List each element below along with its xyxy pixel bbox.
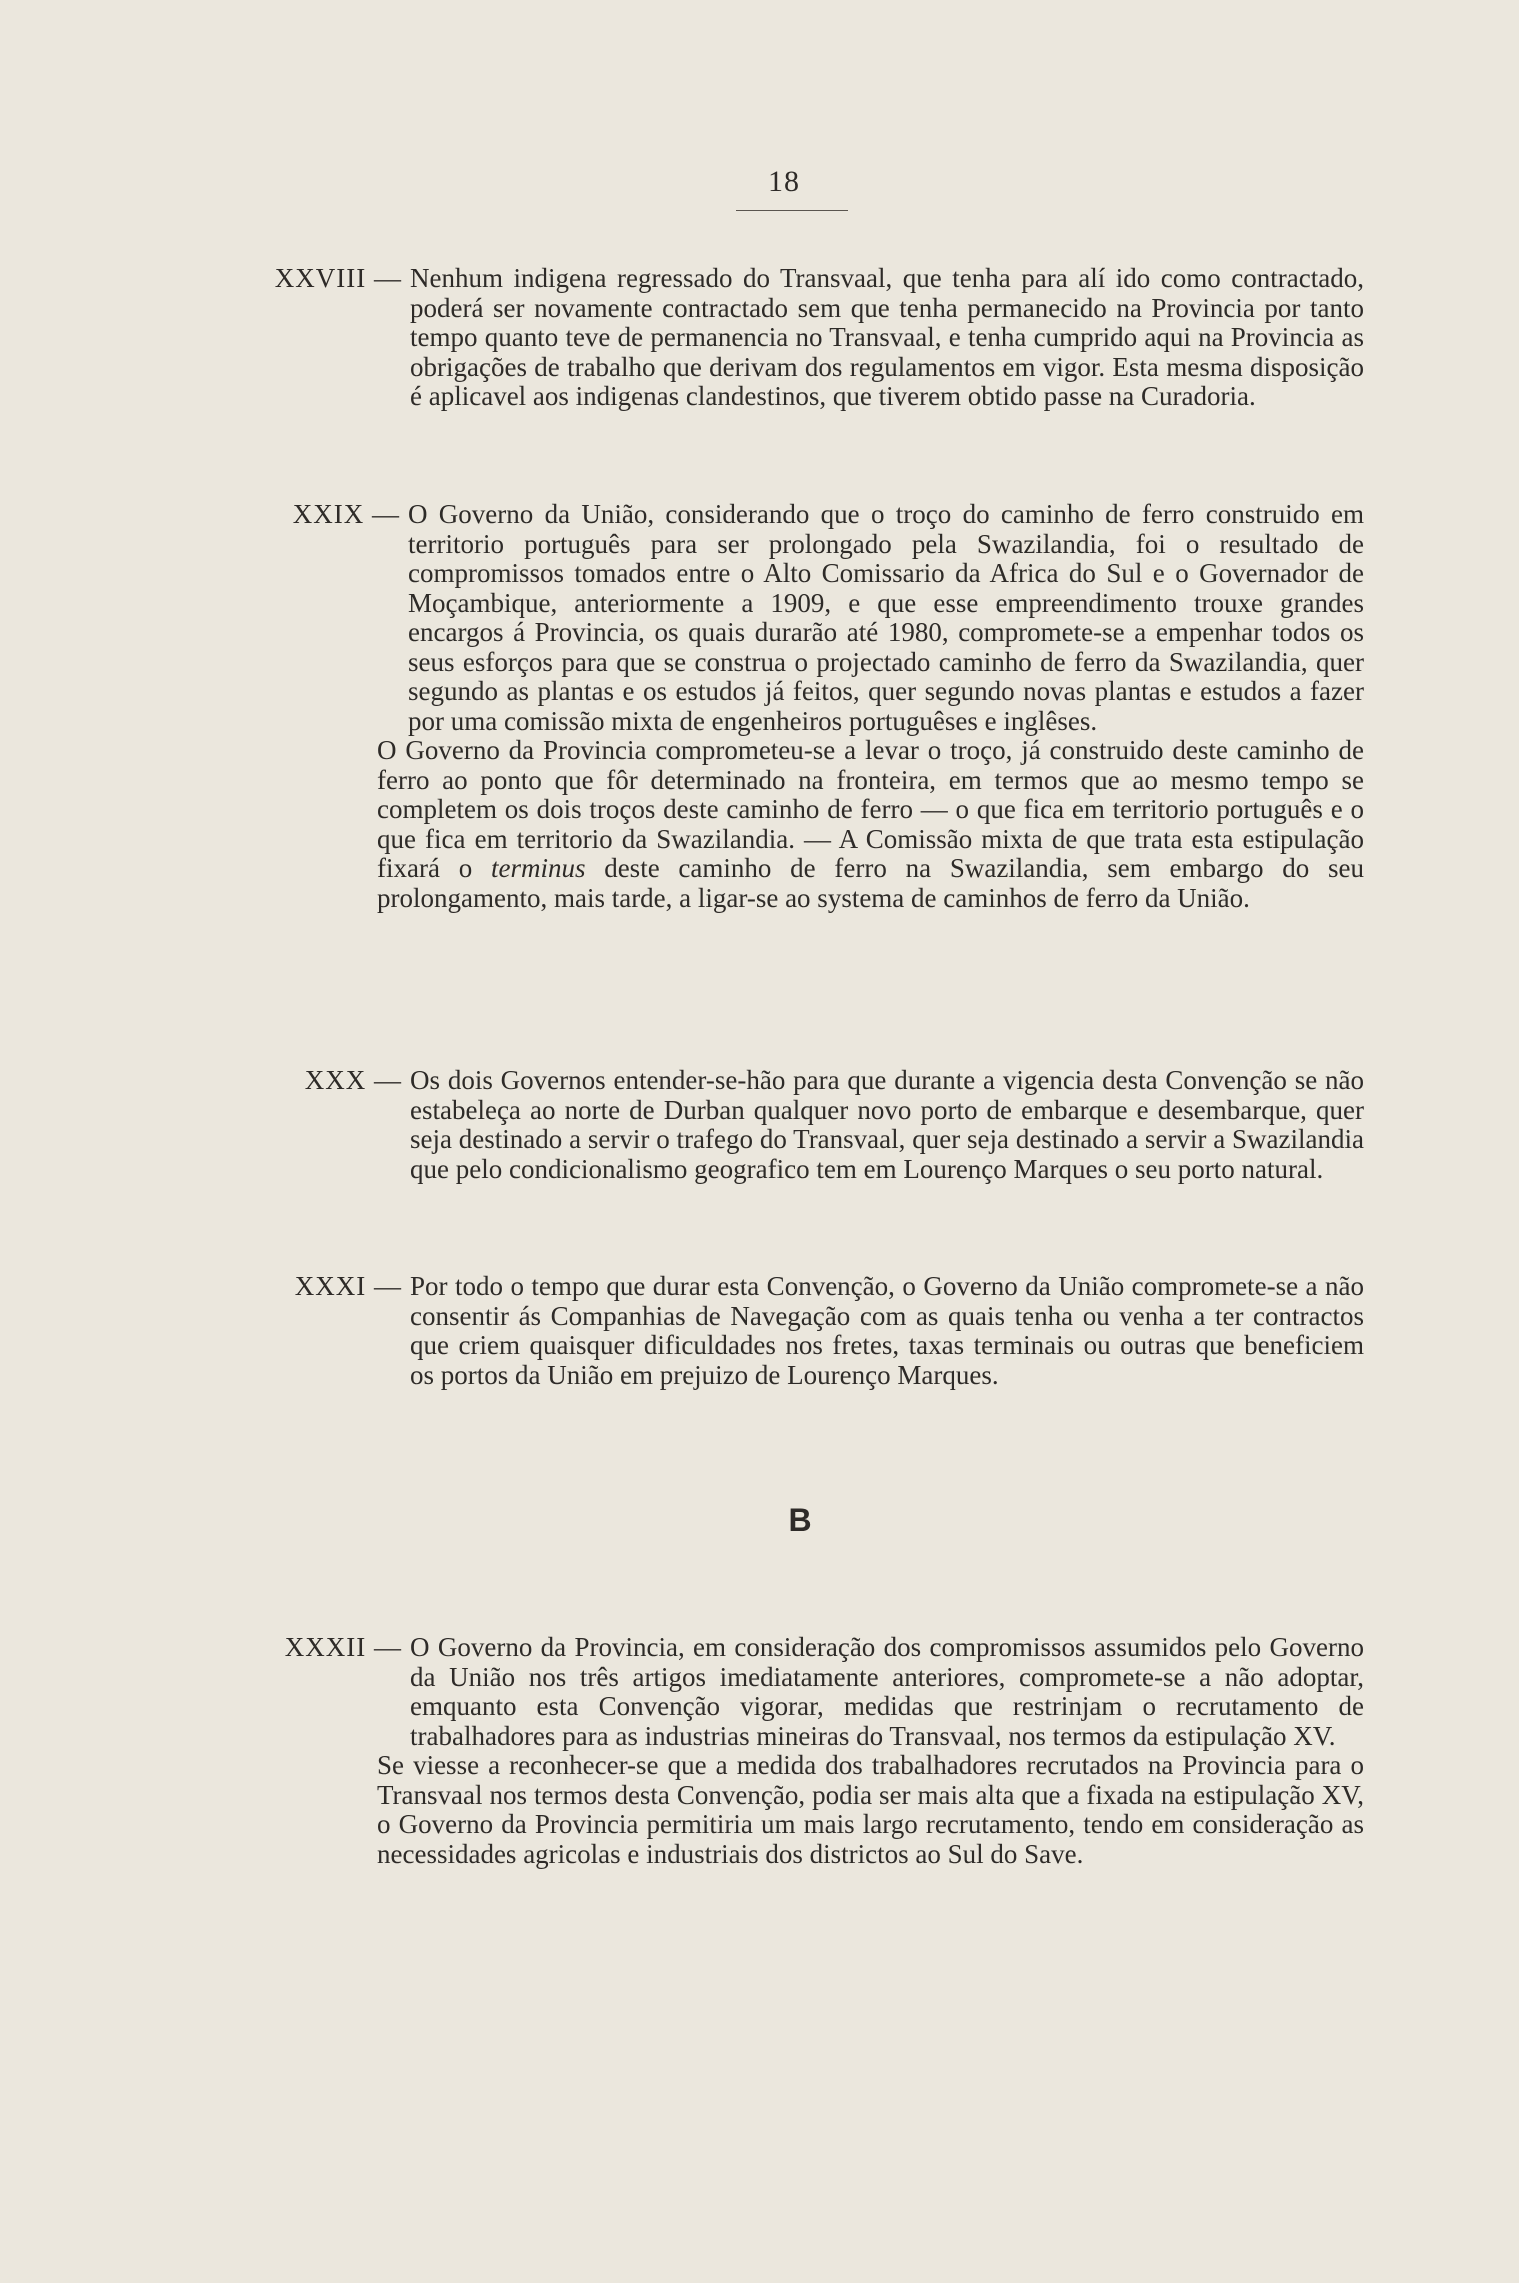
article-xxx — [225, 1066, 1364, 1184]
article-xxviii — [225, 264, 1364, 412]
page-number: 18 — [768, 165, 800, 198]
article-text: O Governo da União, considerando que o troço do caminho de ferro construido em territorio português para ser prolongado pela Swazilandia, foi o resultado de compromissos tomados entre o Alto Comissario da Africa do Sul e o Governador de Moçambique, anteriormente a 1909, e que esse empreendimento trouxe grandes encargos á Provincia, os quais durarão até 1980, compromete-se a empenhar todos os seus esforços para que se construa o projectado caminho de ferro da Swazilandia, quer segundo as plantas e os estudos já feitos, quer segundo novas plantas e estudos a fazer por uma comissão mixta de engenheiros portuguêses e inglêses. — [408, 499, 1364, 736]
article-number: XXXI — — [294, 1271, 402, 1301]
article-number: XXXII — — [284, 1632, 402, 1662]
continuation-text-after: deste caminho de ferro na Swazilandia, sem embargo do seu prolongamento, mais tarde, a ligar-se ao systema de caminhos de ferro da União. — [377, 853, 1364, 913]
article-xxix — [225, 500, 1364, 913]
article-text: Os dois Governos entender-se-hão para que durante a vigencia desta Convenção se não estabeleça ao norte de Durban qualquer novo porto de embarque e desembarque, quer seja destinado a servir o trafego do Transvaal, quer seja destinado a servir a Swazilandia que pelo condicionalismo geografico tem em Lourenço Marques o seu porto natural. — [410, 1065, 1364, 1184]
article-xxxii — [225, 1633, 1364, 1869]
article-xxxi — [225, 1272, 1364, 1390]
article-text: Por todo o tempo que durar esta Convenção, o Governo da União compromete-se a não consentir ás Companhias de Navegação com as quais tenha ou venha a ter contractos que criem quaisquer dificuldades nos fretes, taxas terminais ou outras que beneficiem os portos da União em prejuizo de Lourenço Marques. — [410, 1271, 1364, 1390]
article-text: Nenhum indigena regressado do Transvaal, que tenha para alí ido como contractado, poderá ser novamente contractado sem que tenha permanecido na Provincia por tanto tempo quanto teve de permanencia no Transvaal, e tenha cumprido aqui na Provincia as obrigações de trabalho que derivam dos regulamentos em vigor. Esta mesma disposição é aplicavel aos indigenas clandestinos, que tiverem obtido passe na Curadoria. — [410, 263, 1364, 411]
article-number: XXVIII — — [274, 263, 402, 293]
article-number: XXIX — — [292, 499, 400, 529]
article-continuation: Se viesse a reconhecer-se que a medida dos trabalhadores recrutados na Provincia para o Transvaal nos termos desta Convenção, podia ser mais alta que a fixada na estipulação XV, o Governo da Provincia permitiria um mais largo recrutamento, tendo em consideração as necessidades agricolas e industriais dos districtos ao Sul do Save. — [377, 1750, 1364, 1869]
continuation-italic-term: terminus — [490, 853, 586, 883]
section-letter: B — [788, 1502, 812, 1538]
article-text: O Governo da Provincia, em consideração dos compromissos assumidos pelo Governo da União nos três artigos imediatamente anteriores, compromete-se a não adoptar, emquanto esta Convenção vigorar, medidas que restrinjam o recrutamento de trabalhadores para as industrias mineiras do Transvaal, nos termos da estipulação XV. — [410, 1632, 1364, 1751]
article-number: XXX — — [304, 1065, 402, 1095]
continuation-text-before: O Governo da Provincia comprometeu-se a levar o troço, já construido deste caminho de ferro ao ponto que fôr determinado na fronteira, em termos que ao mesmo tempo se completem os dois troços deste caminho de ferro — o que fica em territorio português e o que fica em territorio da Swazilandia. — A Comissão mixta de que trata esta estipulação fixará o — [377, 735, 1364, 883]
article-continuation — [377, 736, 1364, 913]
page-number-rule — [736, 210, 848, 211]
